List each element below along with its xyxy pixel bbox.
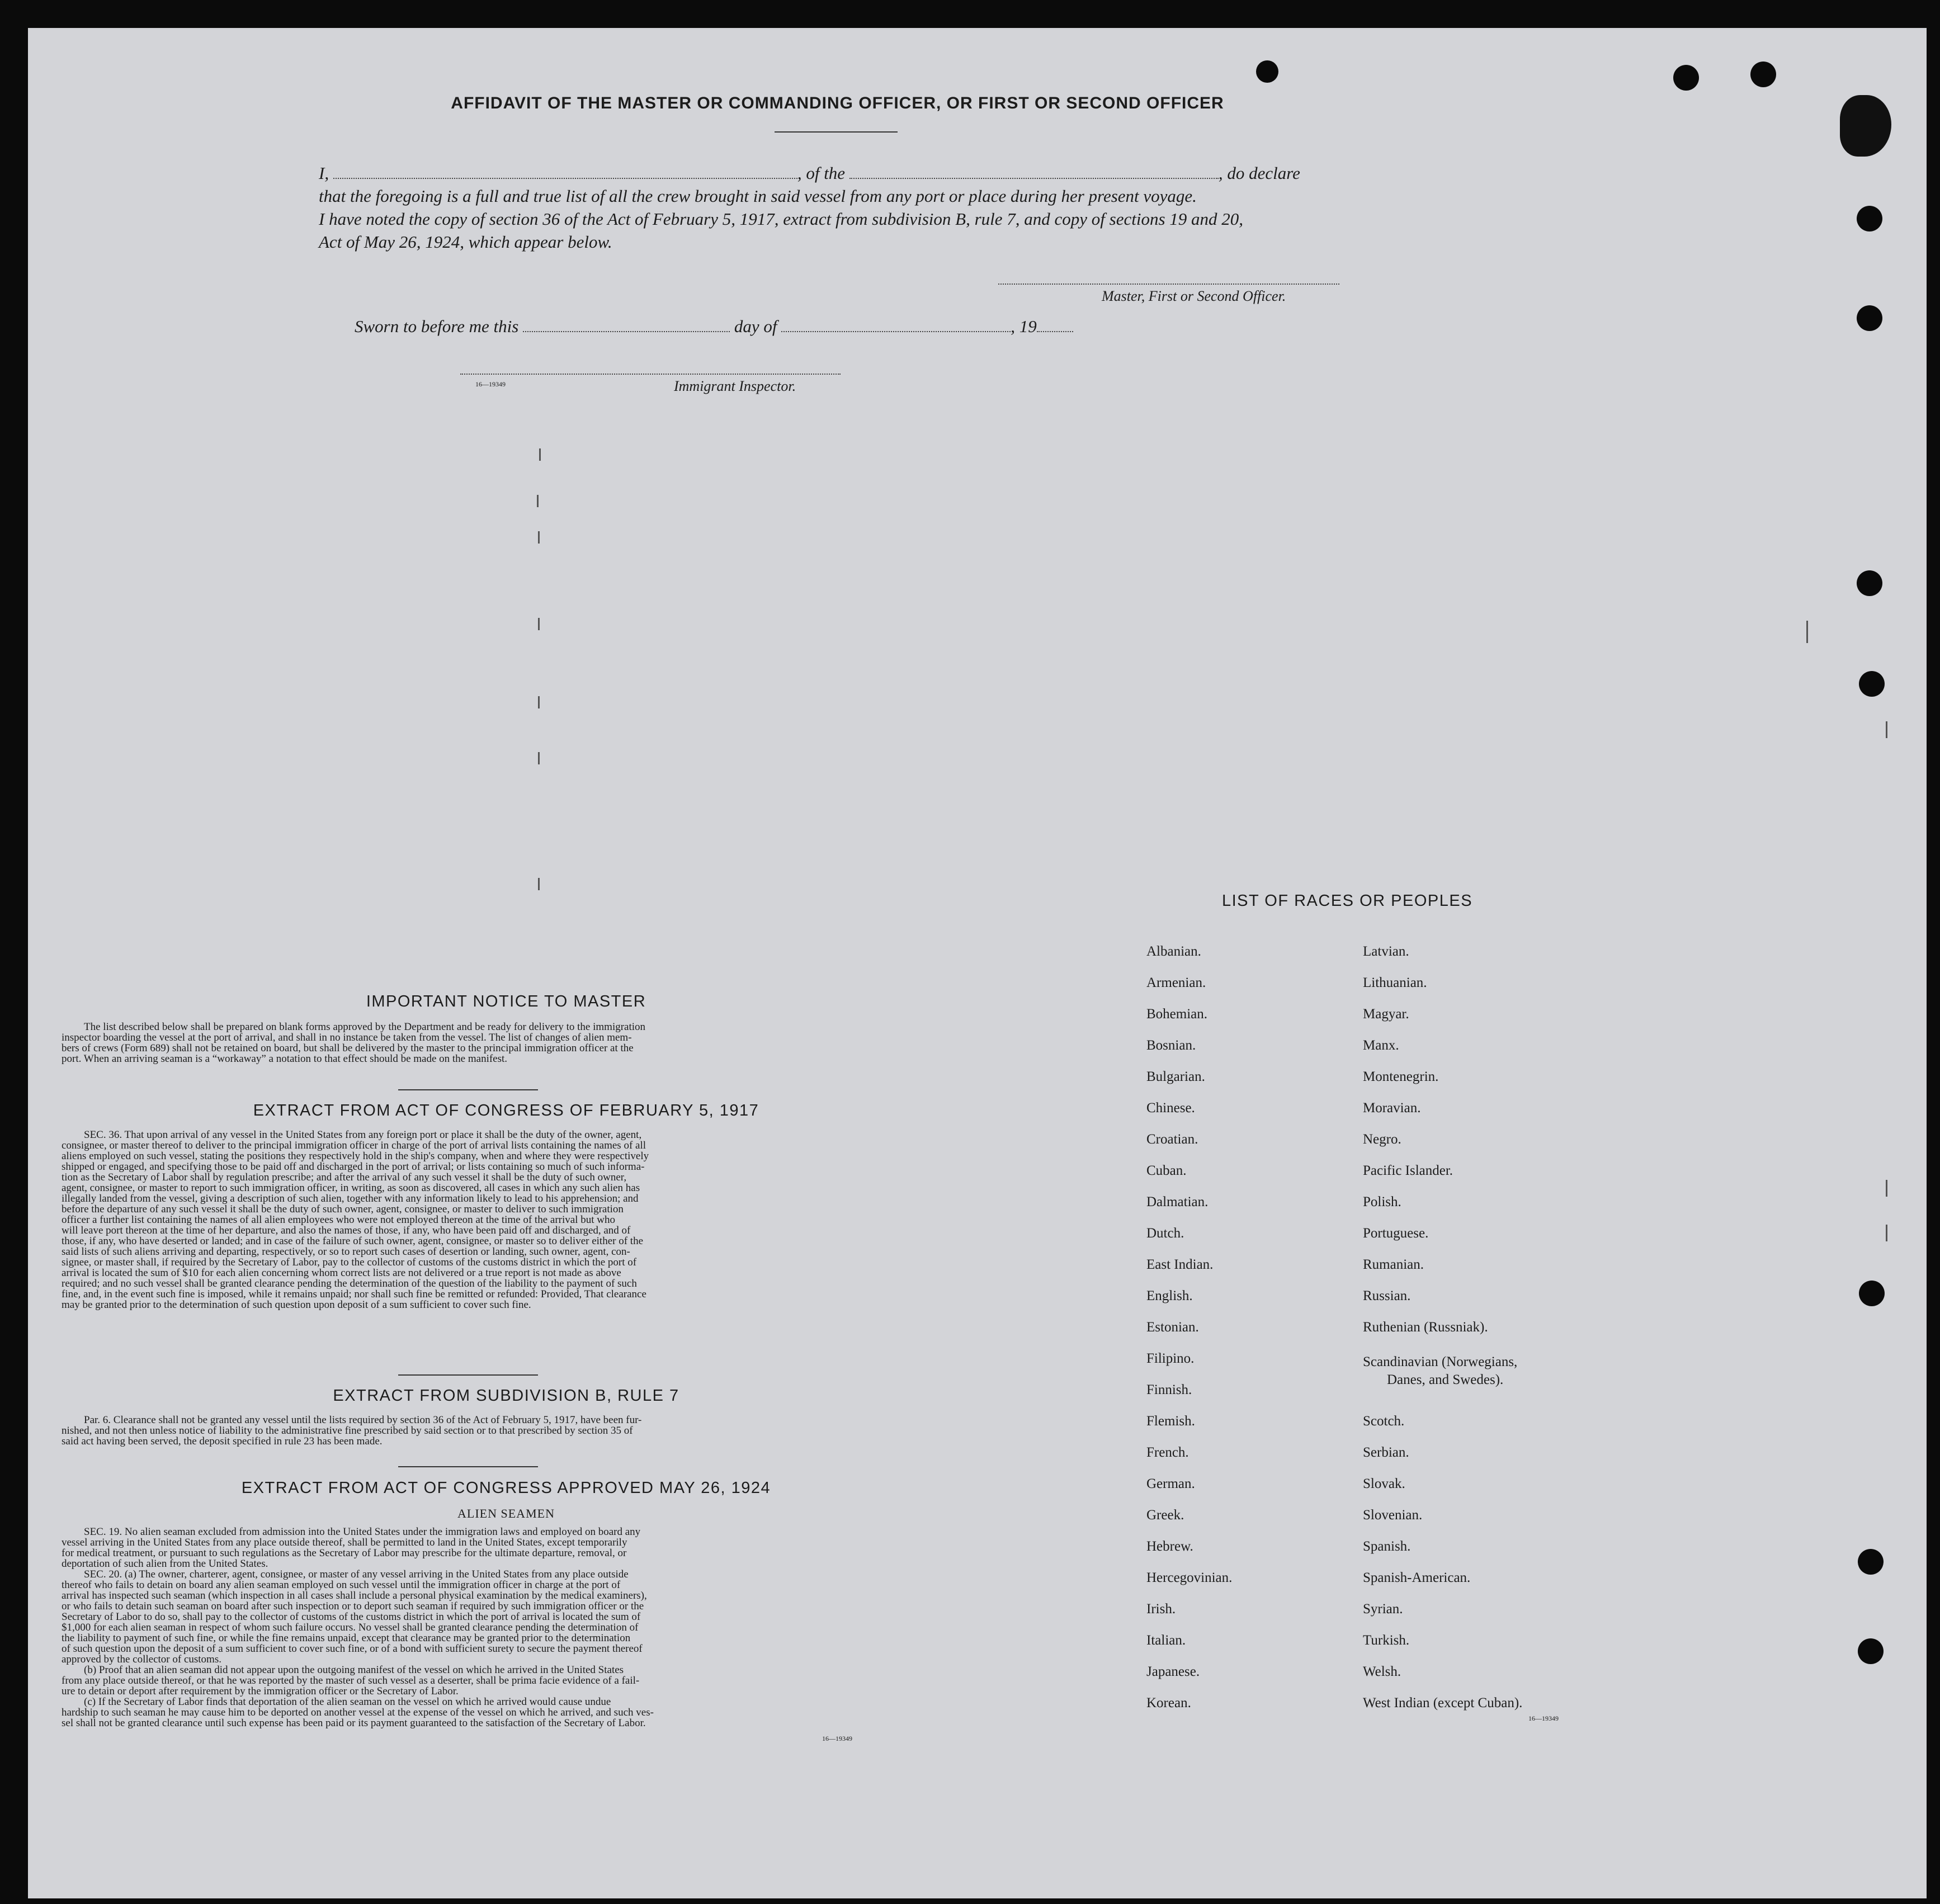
rule7-line: nished, and not then unless notice of liability to the administrative fine prescribed by said section or to that prescribed by section 35 of xyxy=(62,1425,633,1437)
margin-tick xyxy=(539,448,541,461)
race-item: Lithuanian. xyxy=(1363,975,1427,990)
race-item: Italian. xyxy=(1146,1633,1186,1648)
race-item: Portuguese. xyxy=(1363,1226,1429,1241)
race-item: Dutch. xyxy=(1146,1226,1184,1241)
extract-1917-line: shipped or engaged, and specifying those to be paid off and discharged in the port of arrival; or lists containing so much of such informa- xyxy=(62,1161,645,1173)
race-item: Russian. xyxy=(1363,1288,1411,1303)
extract-1917-line: required; and no such vessel shall be granted clearance pending the determination of the question of the liability to the payment of such xyxy=(62,1278,637,1289)
race-item: Serbian. xyxy=(1363,1445,1409,1460)
race-item: Scandinavian (Norwegians, xyxy=(1363,1354,1518,1369)
race-item: Polish. xyxy=(1363,1194,1401,1210)
race-item: Filipino. xyxy=(1146,1351,1195,1366)
punch-hole xyxy=(1859,671,1885,697)
form-number-top: 16—19349 xyxy=(475,380,506,388)
race-item: Syrian. xyxy=(1363,1601,1403,1617)
race-item: Latvian. xyxy=(1363,944,1409,959)
extract-1917-line: SEC. 36. That upon arrival of any vessel in the United States from any foreign port or place it shall be the duty of the owner, agent, xyxy=(84,1129,642,1141)
race-item: Negro. xyxy=(1363,1132,1401,1147)
race-item: Magyar. xyxy=(1363,1007,1409,1022)
rule7-text xyxy=(62,1415,912,1447)
race-item: Danes, and Swedes). xyxy=(1387,1372,1504,1387)
sworn-day-field[interactable] xyxy=(523,331,730,332)
rule7-title: EXTRACT FROM SUBDIVISION B, RULE 7 xyxy=(333,1387,679,1405)
race-item: East Indian. xyxy=(1146,1257,1214,1272)
affidavit-line-2: that the foregoing is a full and true list of all the crew brought in said vessel from any port or place during her present voyage. xyxy=(319,186,1197,206)
of-the-label: , of the xyxy=(797,163,846,183)
race-item: West Indian (except Cuban). xyxy=(1363,1695,1523,1711)
races-title: LIST OF RACES OR PEOPLES xyxy=(1222,892,1473,910)
extract-1924-text xyxy=(62,1527,912,1728)
sworn-month-field[interactable] xyxy=(781,331,1011,332)
race-item: Finnish. xyxy=(1146,1382,1192,1397)
extract-1924-line: ure to detain or deport after requirement by the immigration officer or the Secretary of Labor. xyxy=(62,1685,459,1697)
race-item: English. xyxy=(1146,1288,1193,1303)
race-item: Chinese. xyxy=(1146,1100,1195,1116)
punch-hole xyxy=(1673,65,1699,91)
race-item: Albanian. xyxy=(1146,944,1201,959)
extract-1924-line: SEC. 20. (a) The owner, charterer, agent, consignee, or master of any vessel arriving in the United States from any place outside xyxy=(84,1568,629,1580)
race-item: Hercegovinian. xyxy=(1146,1570,1233,1585)
section-divider xyxy=(398,1089,538,1090)
punch-hole xyxy=(1750,62,1776,87)
extract-1924-line: $1,000 for each alien seaman in respect of whom such failure occurs. No vessel shall be granted clearance pending the determination of xyxy=(62,1622,639,1633)
sworn-year-field[interactable] xyxy=(1037,331,1073,332)
extract-1917-line: may be granted prior to the determination of such question upon deposit of a sum sufficient to cover such fine. xyxy=(62,1299,531,1311)
extract-1917-line: officer a further list containing the names of all alien employees who were not employed thereon at the time of the arrival but who xyxy=(62,1214,615,1226)
race-item: Welsh. xyxy=(1363,1664,1401,1679)
race-item: Croatian. xyxy=(1146,1132,1198,1147)
extract-1924-line: sel shall not be granted clearance until such expense has been paid or its payment guaranteed to the satisfaction of the Secretary of Labor. xyxy=(62,1717,646,1729)
extract-1917-line: signee, or master shall, if required by the Secretary of Labor, pay to the collector of customs of the customs district in which the port of xyxy=(62,1256,637,1268)
extract-1924-line: for medical treatment, or pursuant to such regulations as the Secretary of Labor may prescribe for the ultimate departure, removal, or xyxy=(62,1547,627,1559)
race-item: Bosnian. xyxy=(1146,1038,1196,1053)
race-item: Rumanian. xyxy=(1363,1257,1424,1272)
punch-hole xyxy=(1859,1281,1885,1306)
extract-1924-subtitle: ALIEN SEAMEN xyxy=(457,1506,555,1520)
extract-1917-line: agent, consignee, or master to report to such immigration officer, in writing, as soon as discovered, all cases in which any such alien has xyxy=(62,1182,640,1194)
affidavit-title: AFFIDAVIT OF THE MASTER OR COMMANDING OFFICER, OR FIRST OR SECOND OFFICER xyxy=(451,94,1224,112)
inspector-signature-line[interactable] xyxy=(460,374,841,375)
extract-1917-line: those, if any, who have deserted or landed; and in case of the failure of such owner, agent, consignee, or master so to deliver either of the xyxy=(62,1235,643,1247)
form-number-bottom-left: 16—19349 xyxy=(822,1735,852,1742)
extract-1924-line: Secretary of Labor to do so, shall pay to the collector of customs of the customs district in which the port of arrival is located the sum of xyxy=(62,1611,641,1623)
extract-1924-line: arrival has inspected such seaman (which inspection in all cases shall include a personal physical examination by the medical examiners), xyxy=(62,1590,647,1601)
extract-1917-text xyxy=(62,1130,912,1310)
extract-1924-line: deportation of such alien from the United States. xyxy=(62,1558,268,1570)
race-item: Montenegrin. xyxy=(1363,1069,1439,1084)
race-item: Armenian. xyxy=(1146,975,1206,990)
extract-1924-line: thereof who fails to detain on board any alien seaman employed on such vessel until the immigration officer in charge at the port of xyxy=(62,1579,621,1591)
race-item: Pacific Islander. xyxy=(1363,1163,1453,1178)
i-label: I, xyxy=(319,163,329,183)
extract-1924-line: or who fails to detain such seaman on board after such inspection or to deport such seaman if required by such immigration officer or the xyxy=(62,1600,644,1612)
race-item: Dalmatian. xyxy=(1146,1194,1209,1210)
race-item: Spanish. xyxy=(1363,1539,1411,1554)
notice-text xyxy=(62,1022,912,1064)
do-declare-label: , do declare xyxy=(1218,163,1300,183)
race-item: French. xyxy=(1146,1445,1189,1460)
affidavit-line-4: Act of May 26, 1924, which appear below. xyxy=(319,232,612,252)
extract-1917-line: said lists of such aliens arriving and departing, respectively, or so to report such cases of desertion or landing, such owner, agent, con- xyxy=(62,1246,630,1258)
race-item: Bulgarian. xyxy=(1146,1069,1205,1084)
affidavit-line-3: I have noted the copy of section 36 of the Act of February 5, 1917, extract from subdivision B, rule 7, and copy of sections 19 and 20, xyxy=(319,209,1244,229)
punch-hole xyxy=(1858,1549,1884,1575)
race-item: Irish. xyxy=(1146,1601,1176,1617)
form-number-bottom-right: 16—19349 xyxy=(1528,1714,1559,1722)
ink-blot xyxy=(1840,95,1891,157)
race-item: Spanish-American. xyxy=(1363,1570,1471,1585)
race-item: Greek. xyxy=(1146,1508,1184,1523)
form-sheet xyxy=(28,28,1927,1898)
extract-1924-line: from any place outside thereof, or that he was reported by the master of such vessel as a deserter, shall be prima facie evidence of a fail- xyxy=(62,1675,640,1686)
race-item: Korean. xyxy=(1146,1695,1191,1711)
margin-tick xyxy=(538,752,540,764)
signature-caption: Master, First or Second Officer. xyxy=(1102,288,1286,304)
notice-line: port. When an arriving seaman is a “workaway” a notation to that effect should be made on the manifest. xyxy=(62,1053,508,1065)
rule7-line: said act having been served, the deposit specified in rule 23 has been made. xyxy=(62,1435,383,1447)
race-item: Slovak. xyxy=(1363,1476,1405,1491)
section-divider xyxy=(398,1374,538,1376)
year-label: , 19 xyxy=(1011,316,1037,336)
margin-tick xyxy=(1886,1180,1887,1197)
punch-hole xyxy=(1857,305,1882,331)
margin-tick xyxy=(538,878,540,890)
extract-1917-line: illegally landed from the vessel, giving a description of such alien, together with any information likely to lead to his apprehension; and xyxy=(62,1193,639,1204)
extract-1924-line: of such question upon the deposit of a sum sufficient to cover such fine, or of a bond with sufficient surety to secure the payment thereof xyxy=(62,1643,643,1655)
inspector-caption: Immigrant Inspector. xyxy=(674,378,796,394)
section-divider xyxy=(398,1466,538,1467)
margin-tick xyxy=(537,495,539,507)
race-item: Manx. xyxy=(1363,1038,1399,1053)
master-name-field[interactable] xyxy=(333,178,797,179)
race-item: Slovenian. xyxy=(1363,1508,1423,1523)
notice-title: IMPORTANT NOTICE TO MASTER xyxy=(366,993,646,1010)
rule7-line: Par. 6. Clearance shall not be granted any vessel until the lists required by section 36 of the Act of February 5, 1917, have been fur- xyxy=(84,1414,642,1426)
extract-1924-line: SEC. 19. No alien seaman excluded from admission into the United States under the immigration laws and employed on board any xyxy=(84,1526,641,1538)
race-item: Bohemian. xyxy=(1146,1007,1208,1022)
extract-1924-line: approved by the collector of customs. xyxy=(62,1653,221,1665)
day-of-label: day of xyxy=(734,316,777,336)
margin-tick xyxy=(538,618,540,630)
punch-hole xyxy=(1858,1638,1884,1664)
extract-1917-title: EXTRACT FROM ACT OF CONGRESS OF FEBRUARY 5, 1917 xyxy=(253,1102,759,1119)
extract-1917-line: fine, and, in the event such fine is imposed, while it remains unpaid; nor shall such fine be remitted or refunded: Provided, That clearance xyxy=(62,1288,646,1300)
notice-line: The list described below shall be prepared on blank forms approved by the Department and be ready for delivery to the immigration xyxy=(84,1021,646,1033)
sworn-line xyxy=(355,316,1073,337)
extract-1917-line: arrival is located the sum of $10 for each alien concerning whom correct lists are not delivered or a true report is not made as above xyxy=(62,1267,621,1279)
extract-1924-title: EXTRACT FROM ACT OF CONGRESS APPROVED MAY 26, 1924 xyxy=(241,1479,771,1497)
margin-tick xyxy=(538,696,540,708)
vessel-name-field[interactable] xyxy=(849,178,1219,179)
race-item: German. xyxy=(1146,1476,1195,1491)
race-item: Cuban. xyxy=(1146,1163,1187,1178)
title-underline xyxy=(775,131,898,133)
extract-1924-line: hardship to such seaman he may cause him to be deported on another vessel at the expense of the vessel on which he arrived, and such ves- xyxy=(62,1707,654,1718)
race-item: Japanese. xyxy=(1146,1664,1200,1679)
race-item: Flemish. xyxy=(1146,1414,1195,1429)
margin-tick xyxy=(1886,1225,1887,1241)
margin-tick xyxy=(1886,721,1887,738)
affidavit-declaration-line xyxy=(319,163,1393,183)
race-item: Ruthenian (Russniak). xyxy=(1363,1320,1488,1335)
punch-hole xyxy=(1256,60,1278,83)
extract-1917-line: will leave port thereon at the time of her departure, and also the names of those, if any, who have been paid off and discharged, and of xyxy=(62,1225,631,1236)
extract-1917-line: before the departure of any such vessel it shall be the duty of such owner, agent, consignee, or master to deliver to such immigration xyxy=(62,1203,624,1215)
notice-line: inspector boarding the vessel at the port of arrival, and shall in no instance be taken from the vessel. The list of changes of alien mem- xyxy=(62,1032,632,1043)
signature-line[interactable] xyxy=(998,284,1339,285)
margin-tick xyxy=(1806,621,1808,643)
extract-1924-line: (b) Proof that an alien seaman did not appear upon the outgoing manifest of the vessel on which he arrived in the United States xyxy=(84,1664,624,1676)
punch-hole xyxy=(1857,570,1882,596)
race-item: Turkish. xyxy=(1363,1633,1410,1648)
extract-1924-line: vessel arriving in the United States from any place outside thereof, shall be permitted to land in the United States, except temporarily xyxy=(62,1537,627,1548)
extract-1917-line: aliens employed on such vessel, stating the positions they respectively hold in the ship's company, when and where they were respectively xyxy=(62,1150,649,1162)
race-item: Hebrew. xyxy=(1146,1539,1193,1554)
race-item: Estonian. xyxy=(1146,1320,1199,1335)
extract-1917-line: tion as the Secretary of Labor shall by regulation prescribe; and after the arrival of any such vessel it shall be the duty of such owner, xyxy=(62,1171,627,1183)
extract-1924-line: the liability to payment of such fine, or while the fine remains unpaid, except that clearance may be granted prior to the determination xyxy=(62,1632,631,1644)
extract-1924-line: (c) If the Secretary of Labor finds that deportation of the alien seaman on the vessel on which he arrived would cause undue xyxy=(84,1696,611,1708)
race-item: Moravian. xyxy=(1363,1100,1421,1116)
notice-line: bers of crews (Form 689) shall not be retained on board, but shall be delivered by the master to the principal immigration officer at the xyxy=(62,1042,634,1054)
sworn-label: Sworn to before me this xyxy=(355,316,519,336)
extract-1917-line: consignee, or master thereof to deliver to the principal immigration officer in charge of the port of arrival lists containing the names of all xyxy=(62,1140,646,1151)
margin-tick xyxy=(538,531,540,544)
punch-hole xyxy=(1857,206,1882,231)
race-item: Scotch. xyxy=(1363,1414,1405,1429)
